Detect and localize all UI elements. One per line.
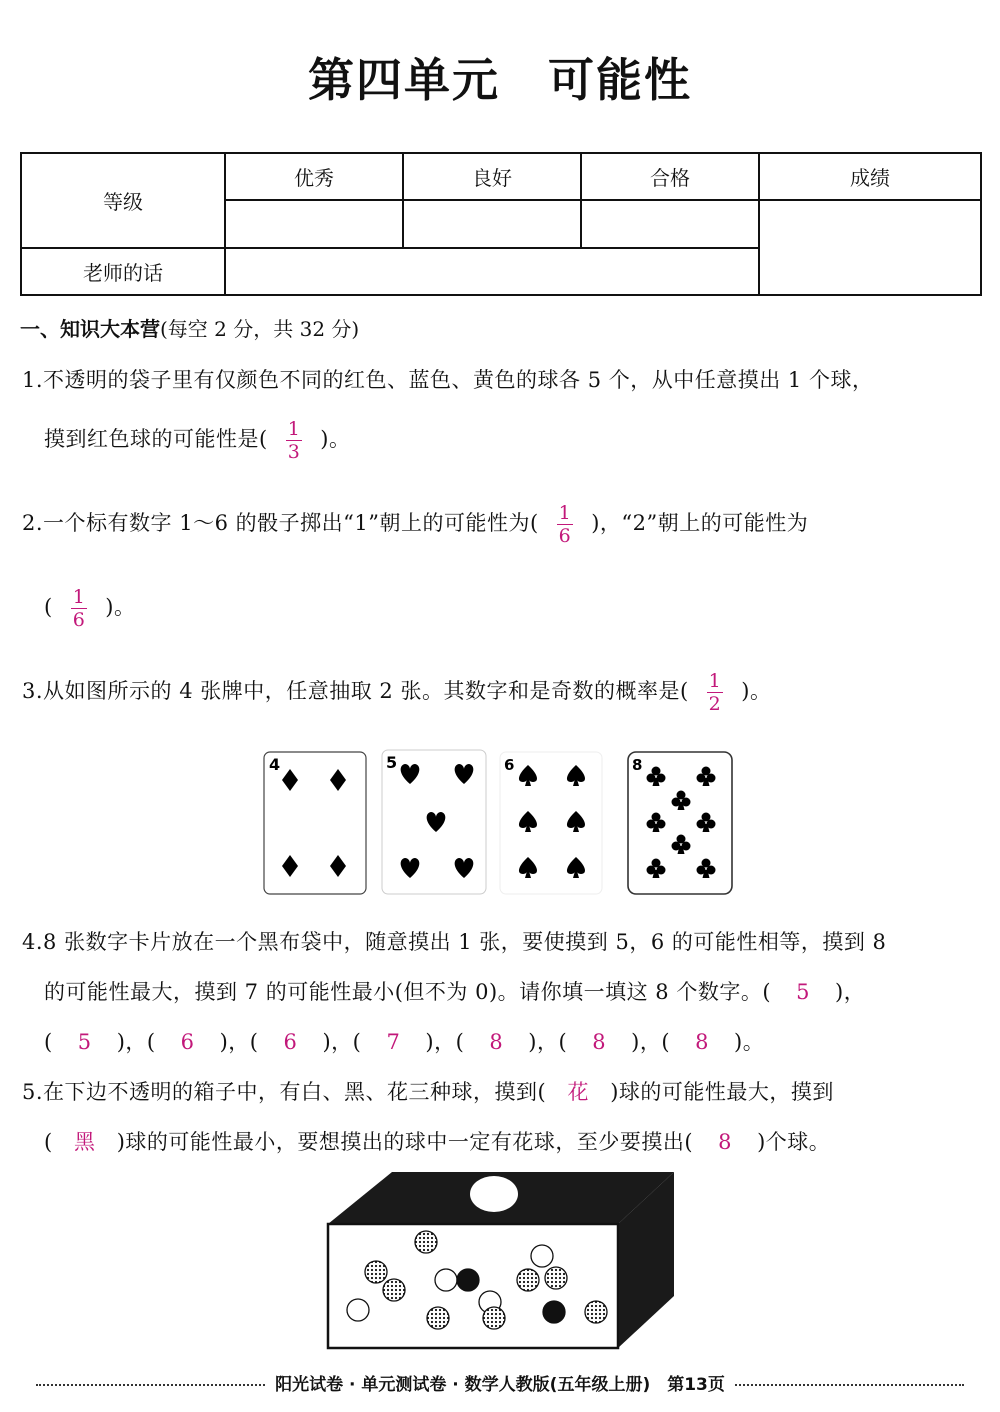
card-8-clubs — [628, 752, 732, 894]
q3-answer: $\frac{1}{2}$ — [708, 670, 722, 715]
footer-text: 阳光试卷 · 单元测试卷 · 数学人教版(五年级上册) 第13页 — [265, 1375, 735, 1395]
card-rank: 6 — [504, 756, 515, 774]
patterned-ball — [545, 1267, 567, 1289]
q4-answer-6: 8 — [489, 1030, 504, 1054]
grade-good-header: 良好 — [403, 153, 581, 200]
patterned-ball — [383, 1279, 405, 1301]
q2-answer-2: $\frac{1}{6}$ — [72, 586, 86, 631]
box-opening — [470, 1176, 518, 1212]
section-title: 一、知识大本营 — [20, 317, 160, 341]
patterned-ball — [415, 1231, 437, 1253]
q1-line2: 摸到红色球的可能性是( $\frac{1}{3}$ )。 — [44, 418, 351, 463]
q4-answer-8: 8 — [695, 1030, 709, 1054]
q2-line1: 2.一个标有数字 1～6 的骰子掷出“1”朝上的可能性为( $\frac{1}{6}$ )，“2”朝上的可能性为 — [22, 502, 809, 547]
q4-answer-3: 6 — [180, 1030, 195, 1054]
card-rank: 5 — [386, 753, 398, 772]
q5-answer-3: 8 — [718, 1130, 733, 1154]
q1-answer: $\frac{1}{3}$ — [287, 418, 301, 463]
q4-answer-7: 8 — [592, 1030, 607, 1054]
page-title: 第四单元 可能性 — [308, 53, 692, 107]
q4-answer-4: 6 — [283, 1030, 298, 1054]
q5-answer-2: 黑 — [73, 1130, 96, 1154]
q5-line1: 5.在下边不透明的箱子中，有白、黑、花三种球，摸到( 花 )球的可能性最大，摸到 — [22, 1076, 834, 1106]
grade-pass-header: 合格 — [581, 153, 759, 200]
card-rank: 8 — [632, 756, 643, 774]
patterned-ball — [365, 1261, 387, 1283]
teacher-comment-cell — [225, 248, 759, 295]
patterned-ball — [585, 1301, 607, 1323]
card-6-spades — [500, 752, 602, 894]
black-ball — [457, 1269, 479, 1291]
patterned-ball — [517, 1269, 539, 1291]
card-4-diamonds — [264, 752, 366, 894]
teacher-comment-label: 老师的话 — [21, 248, 225, 295]
white-ball — [347, 1299, 369, 1321]
q4-line2: 的可能性最大，摸到 7 的可能性最小(但不为 0)。请你填一填这 8 个数字。( 5 )， — [44, 980, 866, 1004]
q4-line3: ( 5 )，( 6 )，( 6 )，( 7 )，( 8 )，( 8 )，( 8 )。 — [44, 1030, 765, 1054]
q4-answer-5: 7 — [386, 1030, 401, 1054]
q3-line: 3.从如图所示的 4 张牌中，任意抽取 2 张。其数字和是奇数的概率是( $\frac{1}{2}$ )。 — [22, 670, 772, 715]
q2-answer-1: $\frac{1}{6}$ — [558, 502, 572, 547]
q5-line2: ( 黑 )球的可能性最小，要想摸出的球中一定有花球，至少要摸出( 8 )个球。 — [44, 1126, 830, 1156]
grade-good-cell — [403, 200, 581, 247]
q4-line1: 4.8 张数字卡片放在一个黑布袋中，随意摸出 1 张，要使摸到 5，6 的可能性相等，摸到 8 — [22, 930, 887, 954]
page-footer — [36, 1370, 964, 1400]
score-cell — [759, 200, 981, 295]
grade-label: 等级 — [21, 153, 225, 248]
card-rank: 4 — [269, 755, 281, 774]
grade-excellent-header: 优秀 — [225, 153, 403, 200]
section-points: (每空 2 分，共 32 分) — [160, 317, 360, 341]
black-ball — [543, 1301, 565, 1323]
ball-box-figure — [322, 1168, 678, 1352]
q5-answer-1: 花 — [567, 1080, 589, 1104]
white-ball — [531, 1245, 553, 1267]
grade-table — [20, 152, 982, 296]
white-ball — [435, 1269, 457, 1291]
grade-pass-cell — [581, 200, 759, 247]
playing-cards-figure — [260, 748, 740, 898]
section-heading — [20, 313, 359, 342]
card-5-hearts — [382, 750, 486, 894]
q1-line1: 1.不透明的袋子里有仅颜色不同的红色、蓝色、黄色的球各 5 个，从中任意摸出 1 个球， — [22, 368, 874, 392]
q2-line2: ( $\frac{1}{6}$ )。 — [44, 586, 136, 631]
q4-answer-2: 5 — [77, 1030, 92, 1054]
patterned-ball — [427, 1307, 449, 1329]
q4-answer-1: 5 — [796, 980, 810, 1004]
grade-excellent-cell — [225, 200, 403, 247]
score-header: 成绩 — [759, 153, 981, 200]
patterned-ball — [483, 1307, 505, 1329]
